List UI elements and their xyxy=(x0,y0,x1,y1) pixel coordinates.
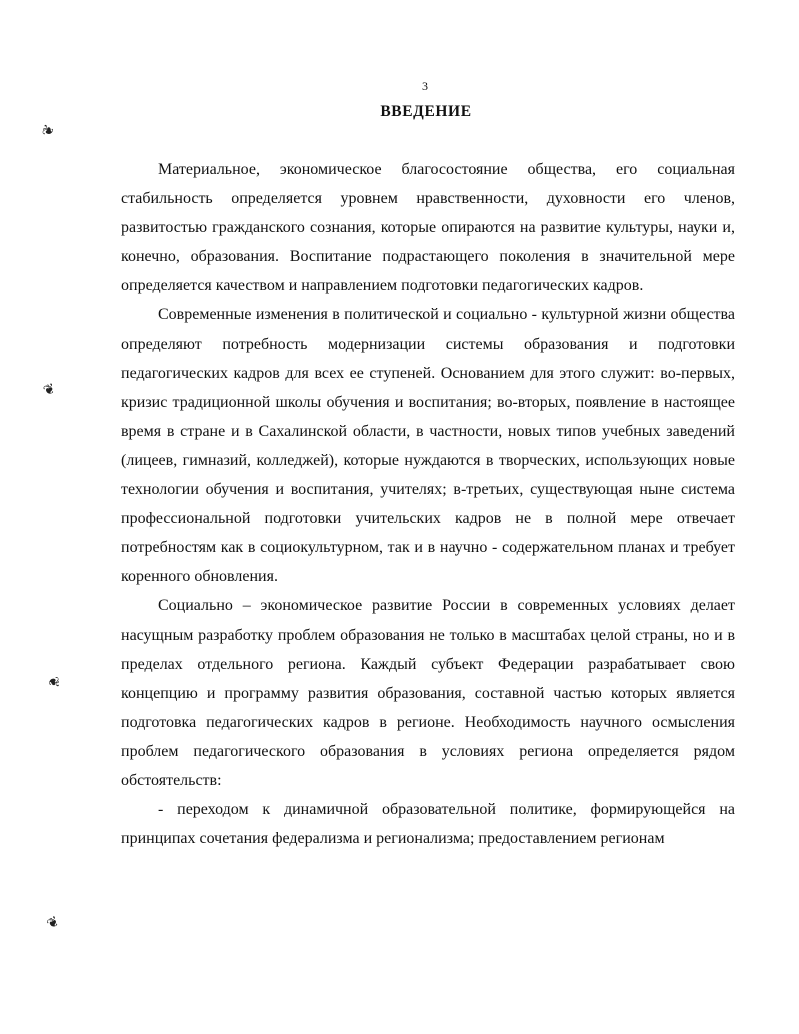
margin-mark-1: ❦ xyxy=(40,122,59,139)
paragraph-1: Материальное, экономическое благосостояние общества, его социальная стабильность определяется уровнем нравственности, духовности его членов, развитостью гражданского сознания, которые опираются на развитие культуры, науки и, конечно, образования. Воспитание подрастающего поколения в значительной мере определяется качеством и направлением подготовки педагогических кадров. xyxy=(121,161,735,295)
margin-mark-4: ❦ xyxy=(44,914,63,933)
page-number: 3 xyxy=(422,79,428,93)
paragraph-3: Социально – экономическое развитие России в современных условиях делает насущным разработку проблем образования не только в масштабах целой страны, но и в пределах отдельного региона. Каждый субъект Федерации разрабатывает свою концепцию и программу развития образования, составной частью которых является подготовка педагогических кадров в регионе. Необходимость научного осмысления проблем педагогического образования в условиях региона определяется рядом обстоятельств: xyxy=(121,597,735,789)
page-title: ВВЕДЕНИЕ xyxy=(380,103,472,120)
margin-mark-3: ❦ xyxy=(44,676,60,688)
paragraph-2: Современные изменения в политической и социально - культурной жизни общества определяют потребность модернизации системы образования и подготовки педагогических кадров для всех ее ступеней. Основанием для этого служит: во-первых, кризис традиционной школы обучения и воспитания; во-вторых, появление в настоящее время в стране и в Сахалинской области, в частности, новых типов учебных заведений (лицеев, гимназий, колледжей), которые нуждаются в творческих, использующих новые технологии обучения и воспитания, учителях; в-третьих, существующая ныне система профессиональной подготовки учительских кадров не в полной мере отвечает потребностям как в социокультурном, так и в научно - содержательном планах и требует коренного обновления. xyxy=(121,306,735,586)
paragraph-4: - переходом к динамичной образовательной политике, формирующейся на принципах сочетания федерализма и регионализма; предоставлением регионам xyxy=(121,801,735,848)
document-body xyxy=(121,155,735,853)
margin-mark-2: ❦ xyxy=(41,381,58,400)
